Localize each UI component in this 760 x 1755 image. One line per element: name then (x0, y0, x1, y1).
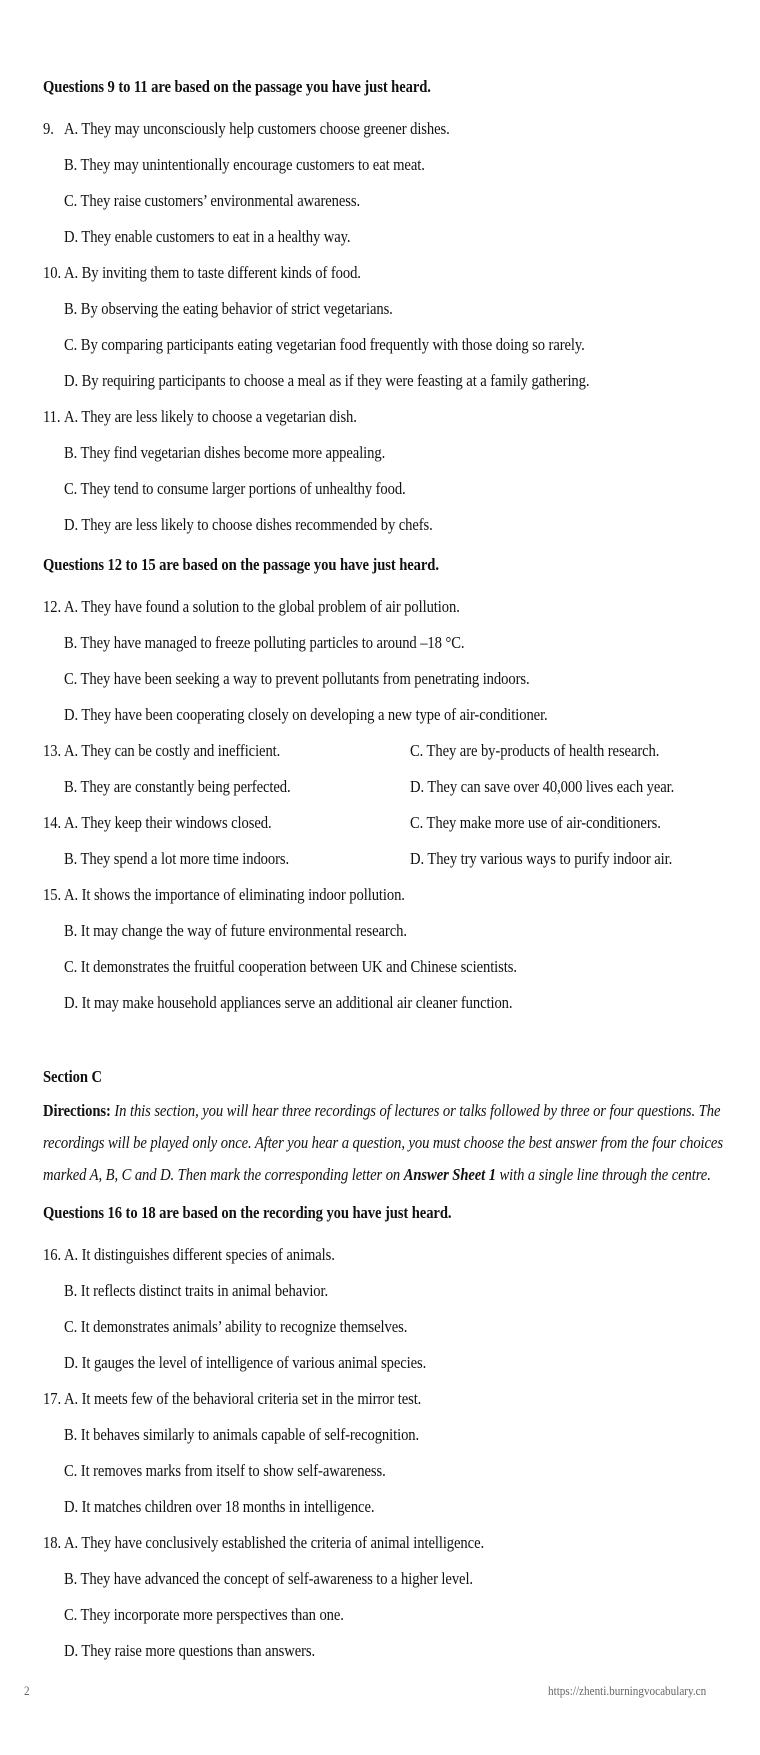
question-number-18: 18. (43, 1533, 62, 1552)
option-16a: A. It distinguishes different species of animals. (64, 1245, 335, 1264)
directions-text-1: In this section, you will hear three recordings of lectures or talks followed by three or four questions. The (114, 1101, 721, 1120)
directions-line-2 (43, 1132, 723, 1154)
option-14d: D. They try various ways to purify indoor air. (410, 849, 673, 868)
option-16c: C. It demonstrates animals’ ability to recognize themselves. (64, 1317, 408, 1336)
option-12c: C. They have been seeking a way to prevent pollutants from penetrating indoors. (64, 669, 530, 688)
answer-sheet-label: Answer Sheet 1 (403, 1165, 496, 1184)
option-10c: C. By comparing participants eating vegetarian food frequently with those doing so rarely. (64, 335, 585, 354)
option-10d: D. By requiring participants to choose a meal as if they were feasting at a family gathering. (64, 371, 590, 390)
option-18d: D. They raise more questions than answers. (64, 1641, 316, 1660)
option-17a: A. It meets few of the behavioral criteria set in the mirror test. (64, 1389, 422, 1408)
option-17c: C. It removes marks from itself to show self-awareness. (64, 1461, 386, 1480)
directions-line-1 (43, 1100, 720, 1122)
section-header-12-15: Questions 12 to 15 are based on the passage you have just heard. (43, 555, 439, 574)
option-12d: D. They have been cooperating closely on developing a new type of air-conditioner. (64, 705, 548, 724)
directions-label: Directions: (43, 1101, 111, 1120)
question-number-15: 15. (43, 885, 62, 904)
option-15a: A. It shows the importance of eliminating indoor pollution. (64, 885, 405, 904)
question-number-10: 10. (43, 263, 62, 282)
option-11b: B. They find vegetarian dishes become more appealing. (64, 443, 386, 462)
option-12a: A. They have found a solution to the global problem of air pollution. (64, 597, 460, 616)
option-18c: C. They incorporate more perspectives than one. (64, 1605, 344, 1624)
option-13b: B. They are constantly being perfected. (64, 777, 291, 796)
option-11c: C. They tend to consume larger portions of unhealthy food. (64, 479, 406, 498)
option-13a: A. They can be costly and inefficient. (64, 741, 281, 760)
option-16d: D. It gauges the level of intelligence of various animal species. (64, 1353, 427, 1372)
section-c-title: Section C (43, 1067, 102, 1086)
option-9d: D. They enable customers to eat in a healthy way. (64, 227, 351, 246)
option-10a: A. By inviting them to taste different kinds of food. (64, 263, 361, 282)
section-header-9-11: Questions 9 to 11 are based on the passage you have just heard. (43, 77, 431, 96)
option-11a: A. They are less likely to choose a vegetarian dish. (64, 407, 357, 426)
section-header-16-18: Questions 16 to 18 are based on the recording you have just heard. (43, 1203, 452, 1222)
option-14b: B. They spend a lot more time indoors. (64, 849, 290, 868)
question-number-9: 9. (43, 119, 54, 138)
option-15d: D. It may make household appliances serve an additional air cleaner function. (64, 993, 513, 1012)
option-16b: B. It reflects distinct traits in animal behavior. (64, 1281, 329, 1300)
option-15b: B. It may change the way of future environmental research. (64, 921, 407, 940)
option-9b: B. They may unintentionally encourage customers to eat meat. (64, 155, 425, 174)
question-number-16: 16. (43, 1245, 62, 1264)
option-10b: B. By observing the eating behavior of strict vegetarians. (64, 299, 393, 318)
question-number-13: 13. (43, 741, 62, 760)
question-number-12: 12. (43, 597, 62, 616)
directions-text-2: recordings will be played only once. After you hear a question, you must choose the best answer from the four choices (43, 1133, 723, 1152)
option-14a: A. They keep their windows closed. (64, 813, 272, 832)
option-14c: C. They make more use of air-conditioners. (410, 813, 661, 832)
directions-text-3a: marked A, B, C and D. Then mark the corresponding letter on (43, 1165, 401, 1184)
option-9a: A. They may unconsciously help customers choose greener dishes. (64, 119, 450, 138)
option-13c: C. They are by-products of health research. (410, 741, 660, 760)
question-number-17: 17. (43, 1389, 62, 1408)
question-number-14: 14. (43, 813, 62, 832)
option-18b: B. They have advanced the concept of self-awareness to a higher level. (64, 1569, 473, 1588)
option-9c: C. They raise customers’ environmental awareness. (64, 191, 361, 210)
option-11d: D. They are less likely to choose dishes recommended by chefs. (64, 515, 433, 534)
directions-line-3 (43, 1164, 711, 1186)
option-15c: C. It demonstrates the fruitful cooperation between UK and Chinese scientists. (64, 957, 517, 976)
question-number-11: 11. (43, 407, 61, 426)
option-17b: B. It behaves similarly to animals capable of self-recognition. (64, 1425, 420, 1444)
option-17d: D. It matches children over 18 months in intelligence. (64, 1497, 375, 1516)
option-13d: D. They can save over 40,000 lives each year. (410, 777, 675, 796)
footer-url[interactable]: https://zhenti.burningvocabulary.cn (548, 1683, 707, 1698)
directions-text-3c: with a single line through the centre. (499, 1165, 711, 1184)
option-12b: B. They have managed to freeze polluting particles to around –18 °C. (64, 633, 465, 652)
option-18a: A. They have conclusively established the criteria of animal intelligence. (64, 1533, 485, 1552)
page-number: 2 (24, 1683, 30, 1698)
